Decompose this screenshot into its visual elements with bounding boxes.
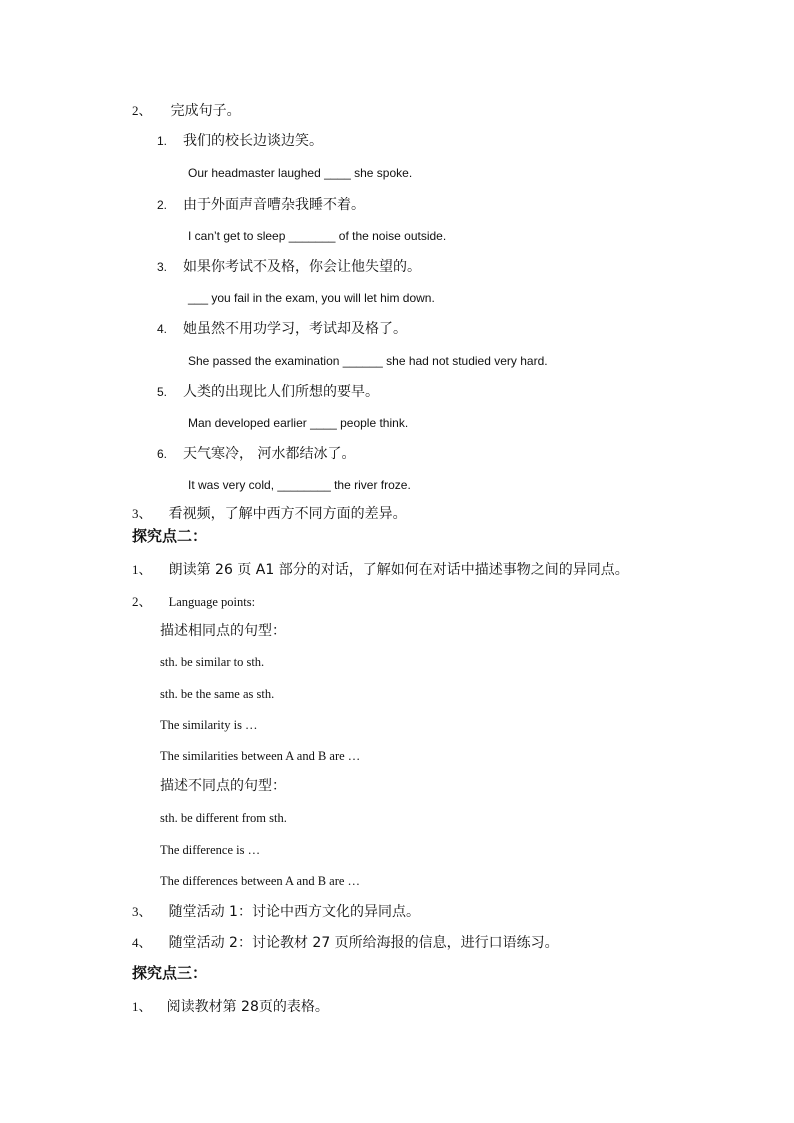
section-3-text: 看视频，了解中西方不同方面的差异。 xyxy=(168,506,407,522)
item-number: 6. xyxy=(157,447,168,461)
item-chinese: 由于外面声音嘈杂我睡不着。 xyxy=(183,197,365,213)
item-number: 4、 xyxy=(132,935,152,950)
similar-pattern: sth. be similar to sth. xyxy=(160,655,265,669)
similar-pattern: The similarities between A and B are … xyxy=(160,749,361,763)
item-chinese: 她虽然不用功学习，考试却及格了。 xyxy=(183,321,407,337)
different-pattern: sth. be different from sth. xyxy=(160,811,287,825)
different-pattern-title: 描述不同点的句型： xyxy=(160,778,286,794)
point-2-item-2 xyxy=(132,593,255,610)
item-english: She passed the examination ______ she had not studied very hard. xyxy=(188,354,548,368)
item-number: 2. xyxy=(157,198,168,212)
item-text: 随堂活动 2：讨论教材 27 页所给海报的信息，进行口语练习。 xyxy=(168,935,559,951)
section-2-number: 2、 xyxy=(132,103,152,118)
item-text: 随堂活动 1：讨论中西方文化的异同点。 xyxy=(168,904,420,920)
item-number: 3. xyxy=(157,260,168,274)
point-2-item-4 xyxy=(132,934,559,951)
different-pattern: The difference is … xyxy=(160,843,261,857)
heading-point-3: 探究点三： xyxy=(132,964,208,982)
item-chinese: 我们的校长边谈边笑。 xyxy=(183,133,323,149)
heading-point-2: 探究点二： xyxy=(132,527,208,545)
item-number: 1、 xyxy=(132,999,152,1014)
item-number: 1. xyxy=(157,134,168,148)
item-chinese: 人类的出现比人们所想的要早。 xyxy=(183,384,379,400)
item-number: 3、 xyxy=(132,904,152,919)
item-number: 5. xyxy=(157,385,168,399)
similar-pattern: sth. be the same as sth. xyxy=(160,687,275,701)
item-number: 2、 xyxy=(132,594,152,609)
language-points-label: Language points: xyxy=(168,595,256,609)
item-number: 1、 xyxy=(132,562,152,577)
section-2-header xyxy=(132,102,241,119)
different-pattern: The differences between A and B are … xyxy=(160,874,361,888)
section-3-number: 3、 xyxy=(132,506,152,521)
item-english: Our headmaster laughed ____ she spoke. xyxy=(188,166,413,180)
section-3 xyxy=(132,505,407,522)
item-number: 4. xyxy=(157,322,168,336)
similar-pattern: The similarity is … xyxy=(160,718,258,732)
item-english: It was very cold, ________ the river froze. xyxy=(188,478,411,492)
item-text: 阅读教材第 28页的表格。 xyxy=(166,999,329,1015)
point-3-item-1 xyxy=(132,998,329,1015)
similar-pattern-title: 描述相同点的句型： xyxy=(160,623,286,639)
section-2-title: 完成句子。 xyxy=(170,103,241,119)
item-chinese: 天气寒冷， 河水都结冰了。 xyxy=(183,446,356,462)
item-text: 朗读第 26 页 A1 部分的对话，了解如何在对话中描述事物之间的异同点。 xyxy=(168,562,629,578)
point-2-item-3 xyxy=(132,903,420,920)
item-english: ___ you fail in the exam, you will let him down. xyxy=(188,291,435,305)
point-2-item-1 xyxy=(132,561,629,578)
item-english: I can’t get to sleep _______ of the noise outside. xyxy=(188,229,447,243)
item-chinese: 如果你考试不及格，你会让他失望的。 xyxy=(183,259,421,275)
item-english: Man developed earlier ____ people think. xyxy=(188,416,409,430)
